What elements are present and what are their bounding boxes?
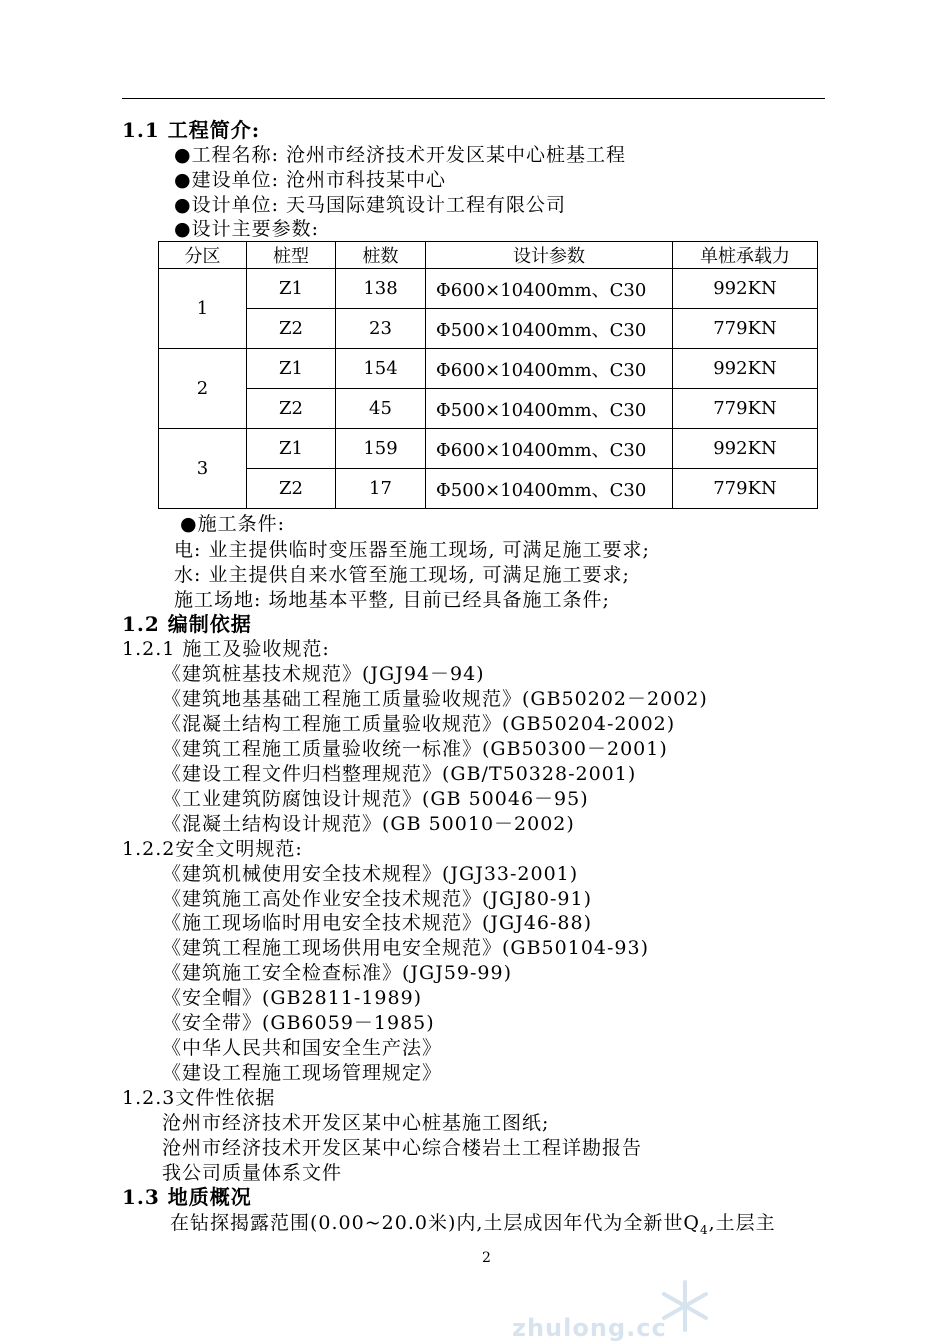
standard-item: 《建筑地基基础工程施工质量验收规范》(GB50202－2002) (162, 688, 708, 710)
construction-unit: ●建设单位: 沧州市科技某中心 (174, 169, 447, 191)
document-item: 我公司质量体系文件 (162, 1162, 343, 1184)
param-cell: Φ600×10400mm、C30 (426, 269, 673, 309)
type-cell: Z2 (247, 389, 336, 429)
standard-item: 《工业建筑防腐蚀设计规范》(GB 50046－95) (162, 788, 589, 810)
col-header-param: 设计参数 (426, 242, 673, 269)
design-unit: ●设计单位: 天马国际建筑设计工程有限公司 (174, 194, 567, 216)
col-header-zone: 分区 (159, 242, 247, 269)
col-header-count: 桩数 (336, 242, 426, 269)
standard-item: 《建设工程施工现场管理规定》 (162, 1062, 443, 1084)
table-row (159, 389, 818, 429)
section-1-2-heading: 1.2 编制依据 (122, 612, 252, 636)
sub-1-2-3-title: 1.2.3文件性依据 (122, 1087, 276, 1109)
standard-item: 《建筑施工安全检查标准》(JGJ59-99) (162, 962, 513, 984)
conditions-title: ●施工条件: (180, 513, 285, 535)
sub-1-2-1-title: 1.2.1 施工及验收规范: (122, 638, 330, 660)
standard-item: 《建筑工程施工质量验收统一标准》(GB50300－2001) (162, 738, 668, 760)
table-row (159, 469, 818, 509)
geology-text: 在钻探揭露范围(0.00~20.0米)内,土层成因年代为全新世Q (170, 1212, 700, 1234)
param-cell: Φ500×10400mm、C30 (426, 469, 673, 509)
zone-cell: 1 (159, 269, 247, 349)
param-cell: Φ500×10400mm、C30 (426, 389, 673, 429)
standard-item: 《建筑工程施工现场供用电安全规范》(GB50104-93) (162, 937, 650, 959)
condition-site: 施工场地: 场地基本平整, 目前已经具备施工条件; (174, 589, 610, 611)
col-header-type: 桩型 (247, 242, 336, 269)
document-item: 沧州市经济技术开发区某中心综合楼岩土工程详勘报告 (162, 1137, 643, 1159)
standard-item: 《安全带》(GB6059－1985) (162, 1012, 435, 1034)
capacity-cell: 779KN (673, 389, 818, 429)
zone-cell: 2 (159, 349, 247, 429)
sub-1-2-2-title: 1.2.2安全文明规范: (122, 838, 303, 860)
standard-item: 《中华人民共和国安全生产法》 (162, 1037, 443, 1059)
capacity-cell: 992KN (673, 429, 818, 469)
param-cell: Φ500×10400mm、C30 (426, 309, 673, 349)
page-number: 2 (482, 1250, 491, 1266)
condition-water: 水: 业主提供自来水管至施工现场, 可满足施工要求; (174, 564, 630, 586)
type-cell: Z2 (247, 469, 336, 509)
project-name: ●工程名称: 沧州市经济技术开发区某中心桩基工程 (174, 144, 627, 166)
type-cell: Z1 (247, 349, 336, 389)
design-params-label: ●设计主要参数: (174, 218, 319, 240)
count-cell: 159 (336, 429, 426, 469)
standard-item: 《建筑桩基技术规范》(JGJ94－94) (162, 663, 485, 685)
standard-item: 《建筑机械使用安全技术规程》(JGJ33-2001) (162, 863, 579, 885)
table-row (159, 429, 818, 469)
capacity-cell: 992KN (673, 349, 818, 389)
count-cell: 17 (336, 469, 426, 509)
count-cell: 45 (336, 389, 426, 429)
section-1-1-heading: 1.1 工程简介: (122, 118, 261, 142)
standard-item: 《混凝土结构设计规范》(GB 50010－2002) (162, 813, 575, 835)
table-row (159, 309, 818, 349)
type-cell: Z1 (247, 429, 336, 469)
standard-item: 《建设工程文件归档整理规范》(GB/T50328-2001) (162, 763, 637, 785)
count-cell: 23 (336, 309, 426, 349)
count-cell: 154 (336, 349, 426, 389)
type-cell: Z2 (247, 309, 336, 349)
table-row (159, 269, 818, 309)
condition-power: 电: 业主提供临时变压器至施工现场, 可满足施工要求; (174, 539, 650, 561)
count-cell: 138 (336, 269, 426, 309)
standard-item: 《施工现场临时用电安全技术规范》(JGJ46-88) (162, 912, 593, 934)
geology-text-tail: ,土层主 (708, 1212, 776, 1234)
capacity-cell: 779KN (673, 469, 818, 509)
param-cell: Φ600×10400mm、C30 (426, 349, 673, 389)
section-1-3-heading: 1.3 地质概况 (122, 1185, 252, 1209)
geology-paragraph (170, 1211, 776, 1242)
geology-subscript: 4 (699, 1222, 709, 1237)
capacity-cell: 992KN (673, 269, 818, 309)
pile-params-table (158, 241, 818, 509)
document-item: 沧州市经济技术开发区某中心桩基施工图纸; (162, 1112, 550, 1134)
table-row (159, 349, 818, 389)
col-header-capacity: 单桩承载力 (673, 242, 818, 269)
capacity-cell: 779KN (673, 309, 818, 349)
header-rule (122, 98, 825, 99)
zone-cell: 3 (159, 429, 247, 509)
standard-item: 《建筑施工高处作业安全技术规范》(JGJ80-91) (162, 888, 593, 910)
standard-item: 《混凝土结构工程施工质量验收规范》(GB50204-2002) (162, 713, 676, 735)
standard-item: 《安全帽》(GB2811-1989) (162, 987, 423, 1009)
type-cell: Z1 (247, 269, 336, 309)
watermark: zhulong.cc (512, 1314, 667, 1342)
table-header-row (159, 242, 818, 269)
param-cell: Φ600×10400mm、C30 (426, 429, 673, 469)
